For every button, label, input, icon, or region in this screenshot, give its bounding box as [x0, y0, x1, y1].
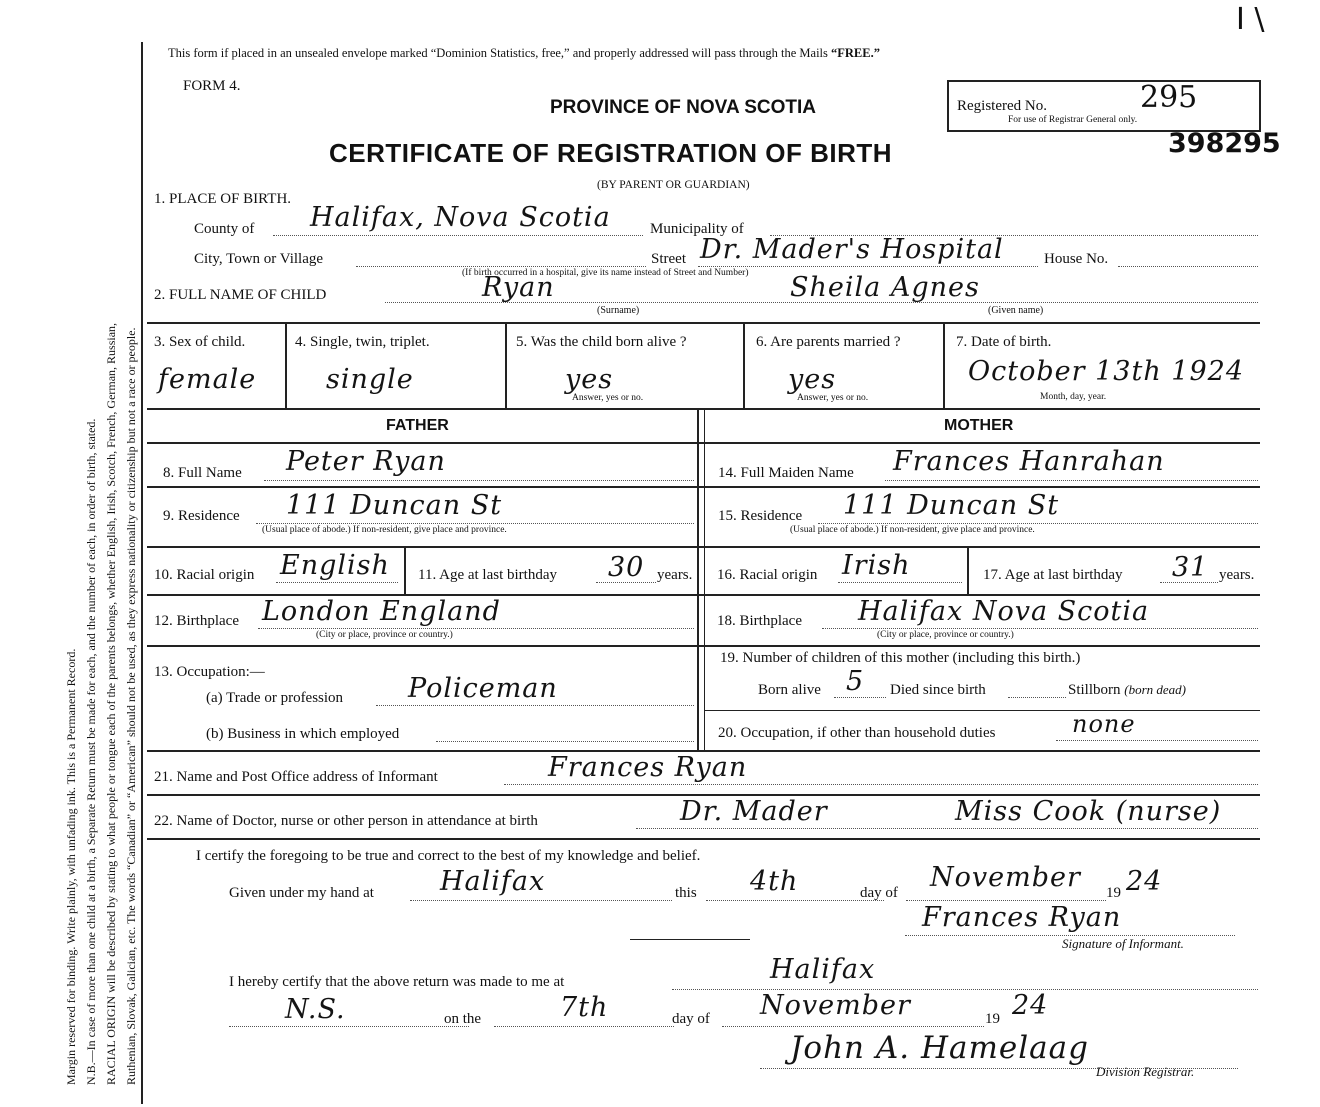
- parents-married-label: 6. Are parents married ?: [756, 334, 901, 350]
- registered-number-note: For use of Registrar General only.: [1008, 115, 1138, 125]
- doctor-value: Dr. Mader: [680, 796, 828, 827]
- sex-value: female: [158, 364, 257, 395]
- divider: [505, 322, 507, 408]
- margin-note-racial-origin-cont: Ruthenian, Slovak, Galician, etc. The words “Canadian” or “American” should not be used, as they express nationality or citizenship but not a race or people.: [124, 327, 138, 1085]
- rule: [147, 645, 1260, 647]
- mother-racial-origin-label: 16. Racial origin: [717, 567, 818, 583]
- registrar-day-of-label: day of: [672, 1011, 710, 1027]
- rule-after-section-2: [147, 322, 1260, 324]
- father-residence-label: 9. Residence: [163, 508, 240, 524]
- certificate-subtitle: (BY PARENT OR GUARDIAN): [597, 179, 750, 191]
- father-age-unit: years.: [657, 567, 693, 583]
- county-label: County of: [194, 221, 255, 237]
- date-of-birth-label: 7. Date of birth.: [956, 334, 1052, 350]
- county-value: Halifax, Nova Scotia: [310, 202, 611, 233]
- margin-rule: [141, 42, 143, 1104]
- margin-note-multiple-births: N.B.—In case of more than one child at a birth, a Separate Return must be made for each, and the number of each, in order of birth, stated.: [84, 418, 98, 1085]
- born-alive-caption: Answer, yes or no.: [572, 393, 644, 403]
- divider: [285, 322, 287, 408]
- mother-age-value: 31: [1172, 552, 1209, 583]
- informant-label: 21. Name and Post Office address of Informant: [154, 769, 438, 785]
- parents-divider: [697, 408, 699, 750]
- certification-year-prefix: 19: [1106, 885, 1121, 901]
- corner-mark: I \: [1236, 2, 1265, 37]
- father-residence-caption: (Usual place of abode.) If non-resident, give place and province.: [262, 525, 507, 535]
- mother-birthplace-label: 18. Birthplace: [717, 613, 802, 629]
- certification-statement: I certify the foregoing to be true and correct to the best of my knowledge and belief.: [196, 848, 701, 864]
- registrar-signature: John A. Hamelaag: [790, 1030, 1089, 1066]
- mother-residence-label: 15. Residence: [718, 508, 803, 524]
- day-of-label: day of: [860, 885, 898, 901]
- surname-caption: (Surname): [597, 305, 640, 316]
- form-number: FORM 4.: [183, 78, 241, 94]
- place-of-birth-heading: 1. PLACE OF BIRTH.: [154, 191, 292, 207]
- divider: [967, 546, 969, 594]
- city-label: City, Town or Village: [194, 251, 324, 267]
- child-given-name-value: Sheila Agnes: [790, 272, 980, 303]
- rule: [705, 710, 1260, 711]
- street-value: Dr. Mader's Hospital: [700, 234, 1004, 265]
- separator: [630, 939, 750, 940]
- registrar-statement: I hereby certify that the above return was made to me at: [229, 974, 565, 990]
- stillborn-label: Stillborn (born dead): [1068, 682, 1187, 698]
- registrar-province-value: N.S.: [285, 994, 346, 1025]
- registered-number-label: Registered No.: [957, 98, 1047, 114]
- rule-under-headings: [147, 442, 1260, 444]
- certification-month-value: November: [930, 862, 1081, 893]
- this-label: this: [675, 885, 697, 901]
- informant-signature: Frances Ryan: [922, 902, 1122, 933]
- child-surname-value: Ryan: [482, 272, 555, 303]
- date-of-birth-value: October 13th 1924: [968, 356, 1245, 387]
- registrar-month-value: November: [760, 990, 911, 1021]
- mother-residence-value: 111 Duncan St: [843, 490, 1060, 521]
- province-heading: PROVINCE OF NOVA SCOTIA: [550, 97, 817, 118]
- stamped-number: 398295: [1168, 128, 1281, 159]
- children-count-label: 19. Number of children of this mother (including this birth.): [720, 650, 1081, 666]
- trade-label: (a) Trade or profession: [206, 690, 344, 706]
- sex-label: 3. Sex of child.: [154, 334, 246, 350]
- divider: [743, 322, 745, 408]
- mother-racial-origin-value: Irish: [842, 550, 911, 581]
- trade-value: Policeman: [408, 673, 558, 704]
- business-label: (b) Business in which employed: [206, 726, 400, 742]
- mail-note: This form if placed in an unsealed envelope marked “Dominion Statistics, free,” and properly addressed will pass through the Mails “FREE.”: [168, 46, 880, 60]
- father-birthplace-label: 12. Birthplace: [154, 613, 239, 629]
- house-number-label: House No.: [1044, 251, 1109, 267]
- father-age-label: 11. Age at last birthday: [418, 567, 557, 583]
- parents-married-value: yes: [788, 364, 837, 395]
- father-racial-origin-value: English: [280, 550, 390, 581]
- mother-birthplace-value: Halifax Nova Scotia: [858, 596, 1150, 627]
- rule: [147, 838, 1260, 840]
- parents-married-caption: Answer, yes or no.: [797, 393, 869, 403]
- father-residence-value: 111 Duncan St: [286, 490, 503, 521]
- father-age-value: 30: [608, 552, 645, 583]
- registrar-place-value: Halifax: [770, 954, 876, 985]
- registrar-day-value: 7th: [560, 992, 609, 1023]
- given-place-value: Halifax: [440, 866, 546, 897]
- registrar-year-value: 24: [1012, 990, 1049, 1021]
- mother-age-label: 17. Age at last birthday: [983, 567, 1123, 583]
- father-racial-origin-label: 10. Racial origin: [154, 567, 255, 583]
- father-birthplace-value: London England: [262, 596, 501, 627]
- registered-number-value: 295: [1140, 80, 1198, 115]
- date-of-birth-caption: Month, day, year.: [1040, 392, 1107, 402]
- mother-name-label: 14. Full Maiden Name: [718, 465, 854, 481]
- margin-note-binding: Margin reserved for binding. Write plainly, with unfading ink. This is a Permanent Record.: [64, 648, 78, 1085]
- mother-name-value: Frances Hanrahan: [893, 446, 1165, 477]
- plurality-label: 4. Single, twin, triplet.: [295, 334, 430, 350]
- born-alive-label: 5. Was the child born alive ?: [516, 334, 687, 350]
- born-alive-count-label: Born alive: [758, 682, 821, 698]
- died-since-birth-label: Died since birth: [890, 682, 986, 698]
- nurse-value: Miss Cook (nurse): [955, 796, 1222, 827]
- child-name-label: 2. FULL NAME OF CHILD: [154, 287, 327, 303]
- mother-residence-caption: (Usual place of abode.) If non-resident, give place and province.: [790, 525, 1035, 535]
- certification-day-value: 4th: [750, 866, 799, 897]
- registrar-caption: Division Registrar.: [1096, 1064, 1195, 1079]
- rule: [147, 546, 1260, 548]
- divider: [404, 546, 406, 594]
- registrar-year-prefix: 19: [985, 1011, 1000, 1027]
- parents-divider-inner: [704, 408, 705, 750]
- occupation-label: 13. Occupation:—: [154, 664, 265, 680]
- rule: [147, 486, 1260, 488]
- mother-occupation-label: 20. Occupation, if other than household duties: [718, 725, 996, 741]
- mother-heading: MOTHER: [944, 417, 1014, 434]
- father-name-value: Peter Ryan: [286, 446, 446, 477]
- father-heading: FATHER: [386, 417, 449, 434]
- father-birthplace-caption: (City or place, province or country.): [316, 630, 453, 640]
- municipality-label: Municipality of: [650, 221, 744, 237]
- on-the-label: on the: [444, 1011, 482, 1027]
- certificate-title: CERTIFICATE OF REGISTRATION OF BIRTH: [329, 138, 893, 168]
- plurality-value: single: [326, 364, 414, 395]
- certification-year-value: 24: [1126, 866, 1163, 897]
- born-alive-count-value: 5: [846, 666, 865, 697]
- given-name-caption: (Given name): [988, 305, 1044, 316]
- hospital-note: (If birth occurred in a hospital, give its name instead of Street and Number): [462, 268, 749, 278]
- mother-age-unit: years.: [1219, 567, 1255, 583]
- father-name-label: 8. Full Name: [163, 465, 242, 481]
- mother-occupation-value: none: [1072, 710, 1136, 738]
- mother-birthplace-caption: (City or place, province or country.): [877, 630, 1014, 640]
- margin-note-racial-origin: RACIAL ORIGIN will be described by stating to what people or tongue each of the parents belongs, whether English, Irish, Scotch, French, German, Russian,: [104, 322, 118, 1085]
- informant-signature-caption: Signature of Informant.: [1062, 936, 1184, 951]
- divider: [943, 322, 945, 408]
- doctor-label: 22. Name of Doctor, nurse or other person in attendance at birth: [154, 813, 538, 829]
- born-alive-value: yes: [565, 364, 614, 395]
- given-under-hand-label: Given under my hand at: [229, 885, 374, 901]
- street-label: Street: [651, 251, 686, 267]
- informant-value: Frances Ryan: [548, 752, 748, 783]
